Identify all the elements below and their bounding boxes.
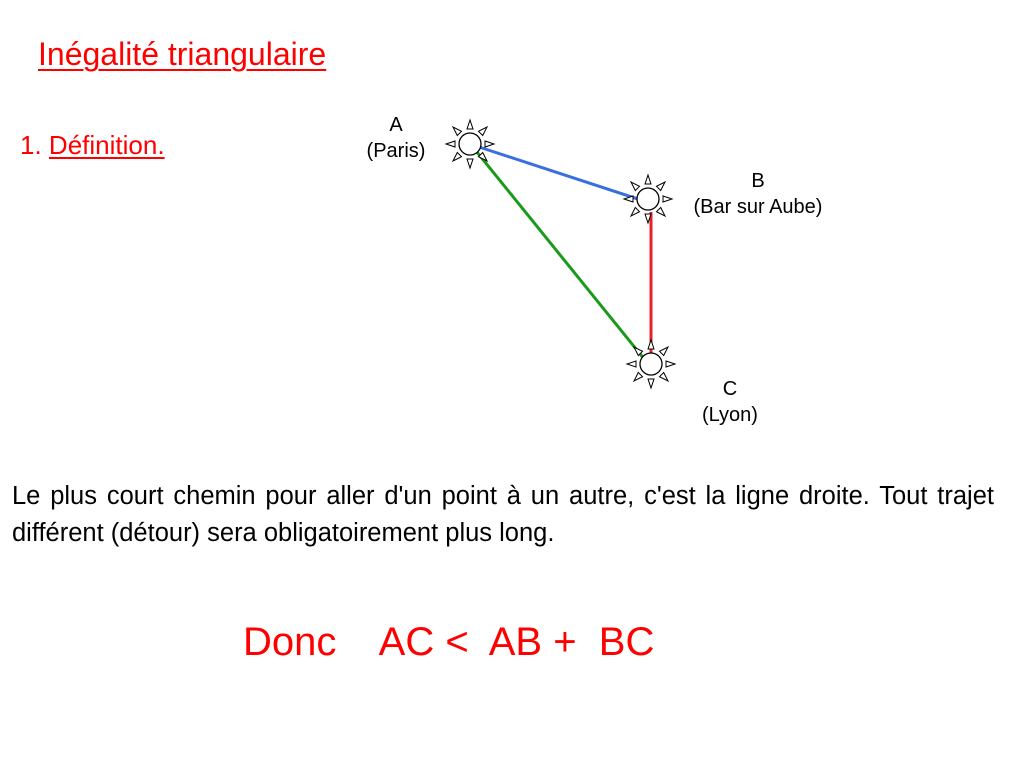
point-a-sun-icon bbox=[446, 120, 494, 168]
point-b-city: (Bar sur Aube) bbox=[693, 196, 823, 218]
point-a-label bbox=[356, 112, 436, 164]
definition-text: Le plus court chemin pour aller d'un point à un autre, c'est la ligne droite. Tout trajet différent (détour) sera obligatoirement plus long. bbox=[12, 482, 994, 547]
point-c-letter: C bbox=[722, 378, 738, 400]
point-c-label bbox=[686, 376, 774, 428]
point-a-letter: A bbox=[389, 114, 403, 136]
point-b-letter: B bbox=[751, 170, 765, 192]
conclusion-rhs: BC bbox=[598, 620, 655, 664]
segment-ab bbox=[470, 144, 641, 200]
conclusion-donc: Donc bbox=[243, 620, 337, 664]
slide-title: Inégalité triangulaire bbox=[38, 36, 327, 72]
conclusion-formula bbox=[243, 620, 654, 665]
point-a-city: (Paris) bbox=[366, 140, 426, 162]
conclusion-lhs: AC < bbox=[378, 620, 469, 664]
point-b-label bbox=[672, 168, 844, 220]
point-b-sun-icon bbox=[624, 175, 672, 223]
conclusion-mid: AB + bbox=[488, 620, 577, 664]
segment-ac bbox=[472, 146, 645, 360]
section-number: 1. bbox=[20, 130, 42, 160]
point-c-city: (Lyon) bbox=[702, 404, 758, 426]
section-label: Définition. bbox=[48, 130, 165, 160]
point-c-sun-icon bbox=[627, 340, 675, 388]
